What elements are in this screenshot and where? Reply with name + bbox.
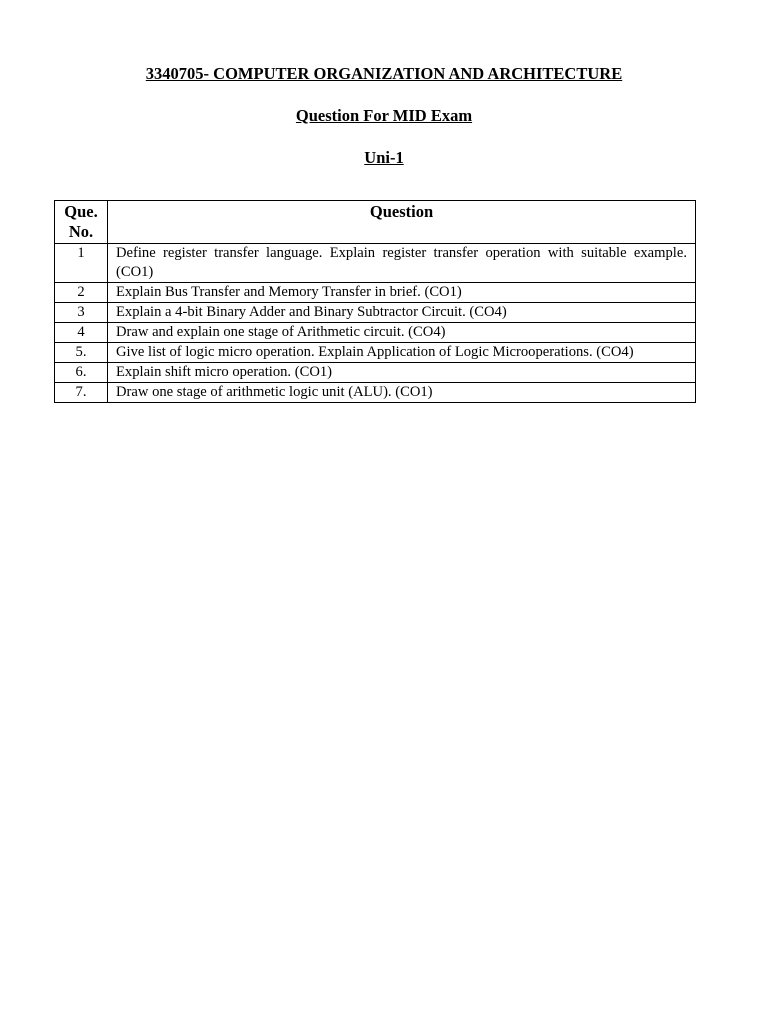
header-question-number [55,201,108,244]
question-text: Explain a 4-bit Binary Adder and Binary Subtractor Circuit. (CO4) [108,303,696,323]
table-row [55,323,696,343]
header-number-line2: No. [68,222,94,241]
question-text: Explain shift micro operation. (CO1) [108,363,696,383]
table-row [55,363,696,383]
question-text: Give list of logic micro operation. Explain Application of Logic Microoperations. (CO4) [108,343,696,363]
table-header-row [55,201,696,244]
table-row [55,383,696,403]
course-heading: 3340705- COMPUTER ORGANIZATION AND ARCHITECTURE [145,64,623,83]
table-row [55,244,696,283]
header-question: Question [108,201,696,244]
question-number: 7. [55,383,108,403]
question-text: Explain Bus Transfer and Memory Transfer in brief. (CO1) [108,283,696,303]
question-number: 5. [55,343,108,363]
question-text: Define register transfer language. Explain register transfer operation with suitable example. (CO1) [108,244,696,283]
unit-heading: Uni-1 [364,148,404,167]
question-number: 1 [55,244,108,283]
question-number: 4 [55,323,108,343]
question-text: Draw and explain one stage of Arithmetic circuit. (CO4) [108,323,696,343]
table-row [55,343,696,363]
table-row [55,283,696,303]
question-number: 6. [55,363,108,383]
exam-heading: Question For MID Exam [295,106,473,125]
question-number: 3 [55,303,108,323]
question-text: Draw one stage of arithmetic logic unit (ALU). (CO1) [108,383,696,403]
question-number: 2 [55,283,108,303]
table-row [55,303,696,323]
question-table [54,200,696,403]
header-number-line1: Que. [64,202,98,221]
